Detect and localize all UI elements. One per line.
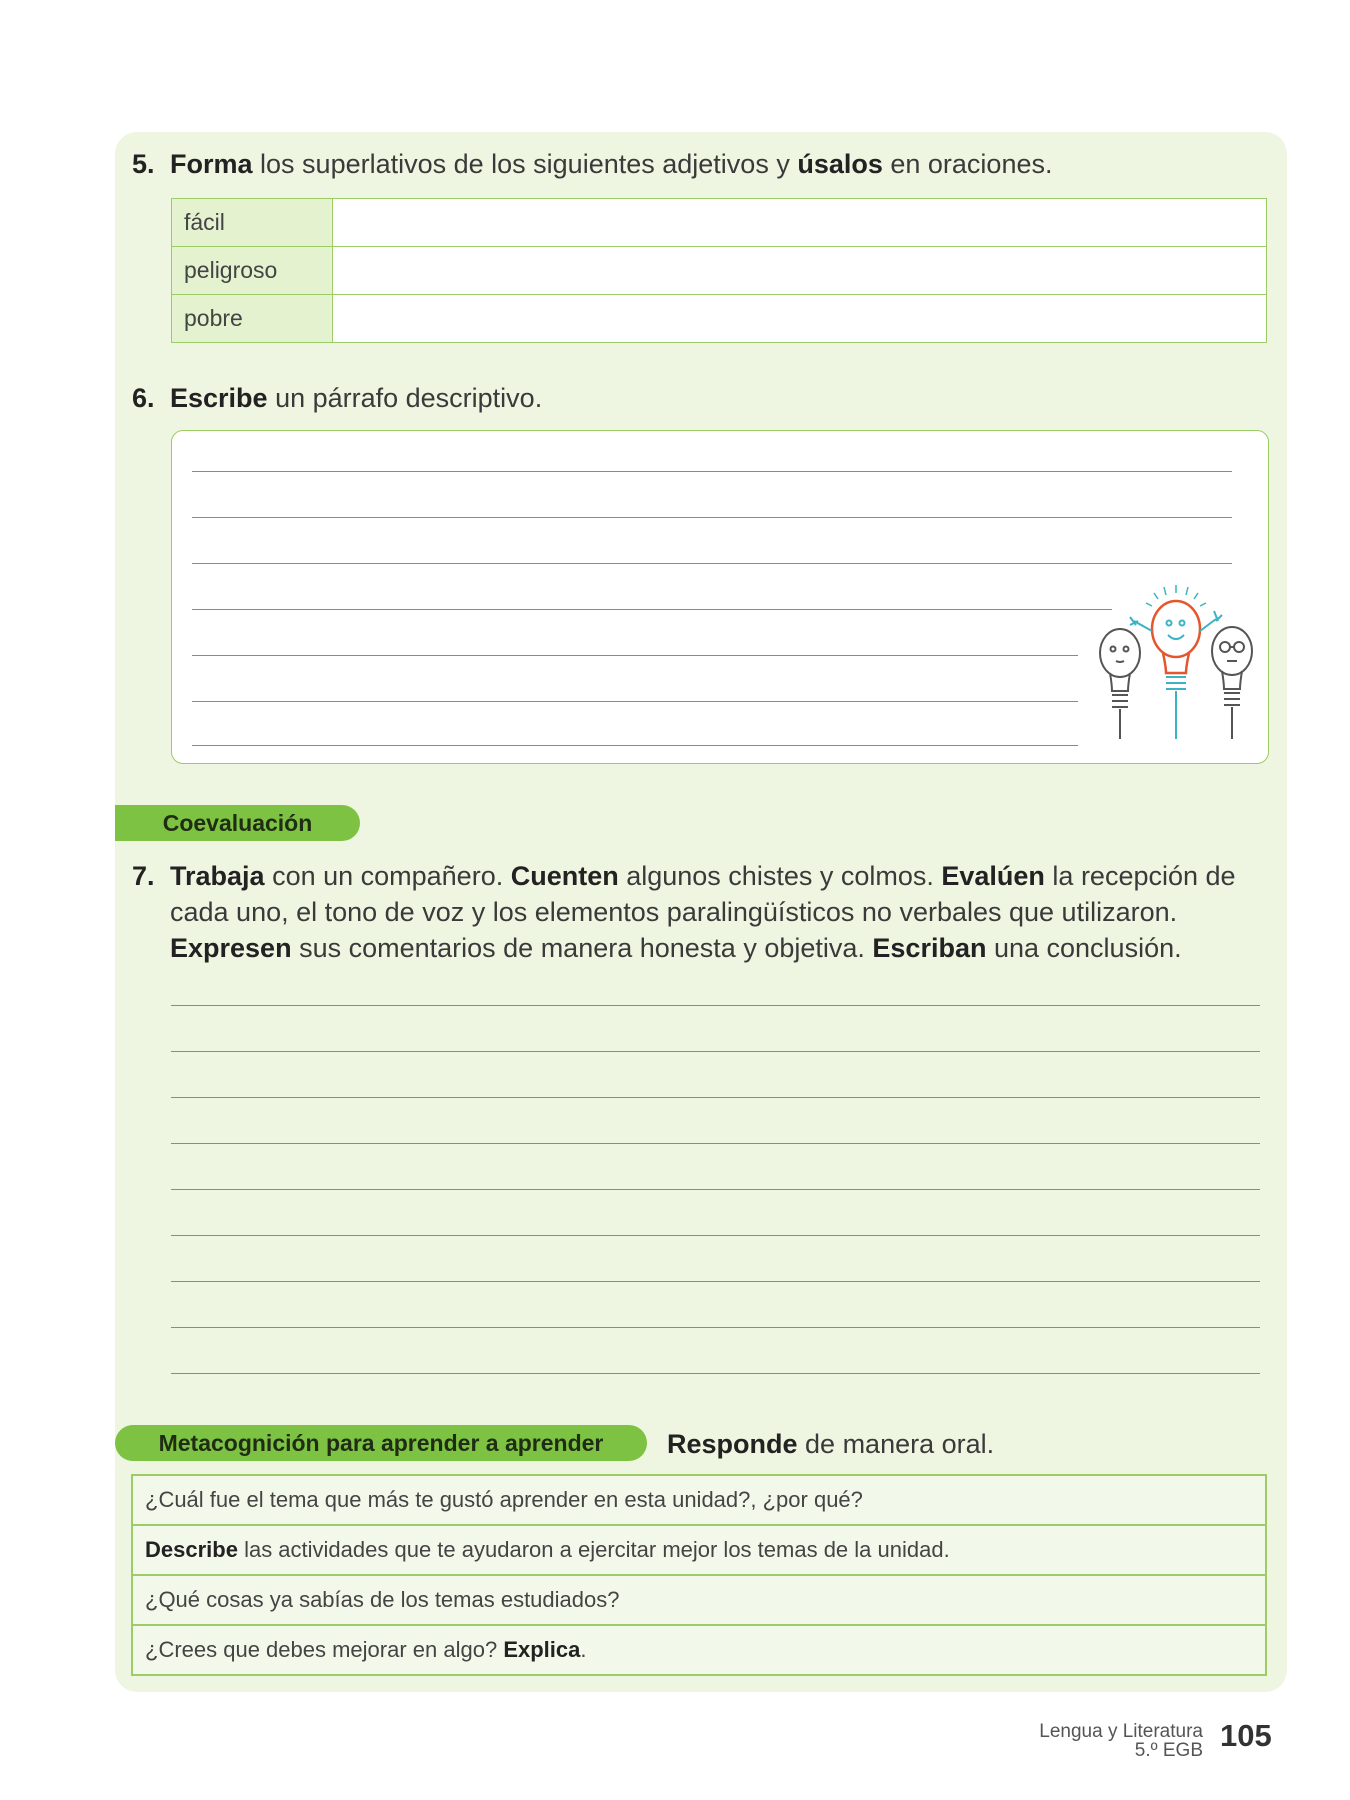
writing-line[interactable] bbox=[192, 745, 1078, 746]
writing-line[interactable] bbox=[192, 471, 1232, 472]
lightbulb-icon bbox=[1090, 581, 1260, 741]
question-number: 7. bbox=[132, 861, 155, 891]
instruction-verb: Responde bbox=[667, 1429, 798, 1459]
instruction-verb: Explica bbox=[503, 1637, 581, 1662]
table-row bbox=[172, 199, 1267, 247]
instruction-verb: Describe bbox=[145, 1537, 238, 1562]
page-number: 105 bbox=[1220, 1718, 1272, 1753]
answer-cell[interactable] bbox=[333, 247, 1267, 295]
writing-line[interactable] bbox=[171, 1373, 1260, 1374]
adjective-cell: peligroso bbox=[172, 247, 333, 295]
answer-cell[interactable] bbox=[333, 199, 1267, 247]
answer-cell[interactable] bbox=[333, 295, 1267, 343]
writing-line[interactable] bbox=[192, 609, 1112, 610]
coevaluacion-badge: Coevaluación bbox=[115, 805, 360, 841]
question-text: ¿Cuál fue el tema que más te gustó aprender en esta unidad?, ¿por qué? bbox=[145, 1487, 863, 1512]
table-row bbox=[132, 1625, 1266, 1675]
adjective-cell: fácil bbox=[172, 199, 333, 247]
metacognicion-instruction bbox=[667, 1426, 994, 1462]
question-cell bbox=[132, 1475, 1266, 1525]
writing-line[interactable] bbox=[171, 1051, 1260, 1052]
question-6 bbox=[132, 380, 542, 416]
instruction-text: de manera oral. bbox=[797, 1429, 995, 1459]
writing-line[interactable] bbox=[171, 1281, 1260, 1282]
question-number: 5. bbox=[132, 149, 155, 179]
question-text: las actividades que te ayudaron a ejercitar mejor los temas de la unidad. bbox=[237, 1537, 950, 1562]
instruction-text: una conclusión. bbox=[986, 933, 1182, 963]
instruction-verb: Evalúen bbox=[941, 861, 1045, 891]
instruction-text: la recepción de cada uno, el tono de voz y los elementos paralingüísticos no verbales que utilizaron. bbox=[170, 861, 1236, 927]
question-text: ¿Crees que debes mejorar en algo? bbox=[145, 1637, 504, 1662]
question-cell bbox=[132, 1575, 1266, 1625]
writing-line[interactable] bbox=[171, 1097, 1260, 1098]
question-number: 6. bbox=[132, 383, 155, 413]
metacognition-questions bbox=[131, 1474, 1267, 1676]
question-text: . bbox=[580, 1637, 587, 1662]
question-cell bbox=[132, 1625, 1266, 1675]
table-row bbox=[172, 247, 1267, 295]
question-5 bbox=[132, 146, 1052, 182]
footer-subject bbox=[1039, 1722, 1203, 1760]
table-row bbox=[132, 1525, 1266, 1575]
instruction-text: un párrafo descriptivo. bbox=[267, 383, 543, 413]
writing-line[interactable] bbox=[192, 701, 1078, 702]
writing-line[interactable] bbox=[171, 1189, 1260, 1190]
paragraph-writing-box[interactable] bbox=[171, 430, 1269, 764]
instruction-text: en oraciones. bbox=[882, 149, 1053, 179]
writing-line[interactable] bbox=[171, 1005, 1260, 1006]
subject-name: Lengua y Literatura bbox=[1039, 1721, 1203, 1742]
instruction-verb: Escriban bbox=[872, 933, 987, 963]
writing-line[interactable] bbox=[192, 563, 1232, 564]
grade-label: 5.º EGB bbox=[1134, 1740, 1203, 1761]
question-text: ¿Qué cosas ya sabías de los temas estudiados? bbox=[145, 1587, 620, 1612]
question-7 bbox=[132, 858, 1252, 966]
writing-line[interactable] bbox=[192, 517, 1232, 518]
writing-line[interactable] bbox=[171, 1143, 1260, 1144]
table-row bbox=[132, 1475, 1266, 1525]
superlatives-table bbox=[171, 198, 1267, 343]
instruction-text: con un compañero. bbox=[264, 861, 511, 891]
metacognicion-badge: Metacognición para aprender a aprender bbox=[115, 1425, 647, 1461]
instruction-verb: Forma bbox=[170, 149, 253, 179]
instruction-verb: Trabaja bbox=[170, 861, 265, 891]
writing-line[interactable] bbox=[192, 655, 1078, 656]
instruction-verb: Cuenten bbox=[510, 861, 619, 891]
table-row bbox=[132, 1575, 1266, 1625]
instruction-verb: Expresen bbox=[170, 933, 292, 963]
instruction-verb: úsalos bbox=[797, 149, 883, 179]
adjective-cell: pobre bbox=[172, 295, 333, 343]
instruction-text: sus comentarios de manera honesta y objetiva. bbox=[291, 933, 873, 963]
instruction-text: algunos chistes y colmos. bbox=[618, 861, 942, 891]
writing-line[interactable] bbox=[171, 1327, 1260, 1328]
question-cell bbox=[132, 1525, 1266, 1575]
writing-line[interactable] bbox=[171, 1235, 1260, 1236]
instruction-text: los superlativos de los siguientes adjetivos y bbox=[252, 149, 798, 179]
instruction-verb: Escribe bbox=[170, 383, 268, 413]
table-row bbox=[172, 295, 1267, 343]
